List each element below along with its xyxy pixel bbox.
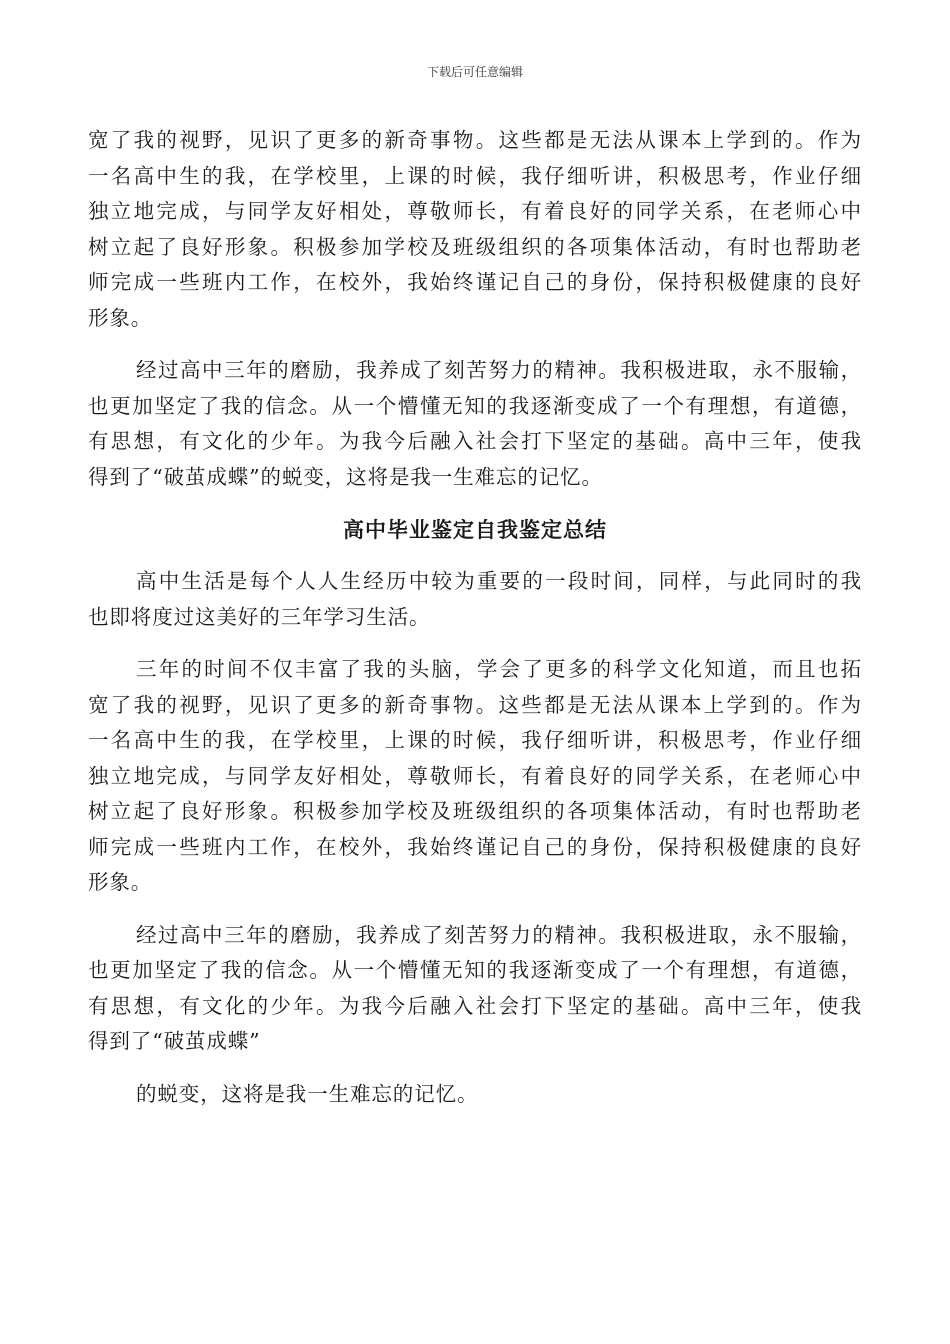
top-text-block	[88, 123, 862, 495]
document-body	[88, 123, 862, 1129]
paragraph-line: 形象。	[88, 870, 153, 894]
paragraph-line: 师完成一些班内工作，在校外，我始终谨记自己的身份，保持积极健康的良好	[88, 270, 862, 294]
paragraph-line: 形象。	[88, 305, 153, 330]
paragraph-line: 得到了“破茧成蝶”	[88, 1029, 261, 1053]
paragraph-line: 有思想，有文化的少年。为我今后融入社会打下坚定的基础。高中三年，使我	[88, 429, 862, 453]
paragraph-line: 也更加坚定了我的信念。从一个懵懂无知的我逐渐变成了一个有理想，有道德，	[88, 958, 862, 982]
paragraph-line: 得到了“破茧成蝶”的蜕变，这将是我一生难忘的记忆。	[88, 464, 603, 489]
paragraph-line: 三年的时间不仅丰富了我的头脑，学会了更多的科学文化知道，而且也拓	[136, 657, 862, 681]
paragraph-line: 也即将度过这美好的三年学习生活。	[88, 604, 431, 629]
paragraph-line: 的蜕变，这将是我一生难忘的记忆。	[136, 1081, 479, 1106]
paragraph-line: 树立起了良好形象。积极参加学校及班级组织的各项集体活动，有时也帮助老	[88, 799, 862, 823]
paragraph	[88, 353, 862, 495]
paragraph-line: 有思想，有文化的少年。为我今后融入社会打下坚定的基础。高中三年，使我	[88, 993, 862, 1018]
paragraph	[88, 1077, 862, 1113]
paragraph-line: 一名高中生的我，在学校里，上课的时候，我仔细听讲，积极思考，作业仔细	[88, 163, 862, 188]
paragraph-line: 独立地完成，与同学友好相处，尊敬师长，有着良好的同学关系，在老师心中	[88, 763, 862, 788]
page-header-note: 下载后可任意编辑	[426, 65, 523, 79]
paragraph	[88, 123, 862, 336]
section-heading: 高中毕业鉴定自我鉴定总结	[343, 517, 607, 542]
paragraph-line: 经过高中三年的磨励，我养成了刻苦努力的精神。我积极进取，永不服输，	[136, 358, 862, 382]
paragraph-line: 师完成一些班内工作，在校外，我始终谨记自己的身份，保持积极健康的良好	[88, 834, 862, 859]
paragraph-line: 宽了我的视野，见识了更多的新奇事物。这些都是无法从课本上学到的。作为	[88, 128, 862, 152]
paragraph	[88, 652, 862, 901]
paragraph	[88, 564, 862, 635]
paragraph-line: 高中生活是每个人人生经历中较为重要的一段时间，同样，与此同时的我	[136, 569, 862, 593]
bottom-text-block	[88, 564, 862, 1112]
paragraph-line: 树立起了良好形象。积极参加学校及班级组织的各项集体活动，有时也帮助老	[88, 234, 862, 259]
paragraph	[88, 918, 862, 1060]
paragraph-line: 宽了我的视野，见识了更多的新奇事物。这些都是无法从课本上学到的。作为	[88, 692, 862, 717]
paragraph-line: 也更加坚定了我的信念。从一个懵懂无知的我逐渐变成了一个有理想，有道德，	[88, 393, 862, 418]
paragraph-line: 经过高中三年的磨励，我养成了刻苦努力的精神。我积极进取，永不服输，	[136, 922, 862, 947]
paragraph-line: 一名高中生的我，在学校里，上课的时候，我仔细听讲，积极思考，作业仔细	[88, 728, 862, 752]
paragraph-line: 独立地完成，与同学友好相处，尊敬师长，有着良好的同学关系，在老师心中	[88, 199, 862, 223]
